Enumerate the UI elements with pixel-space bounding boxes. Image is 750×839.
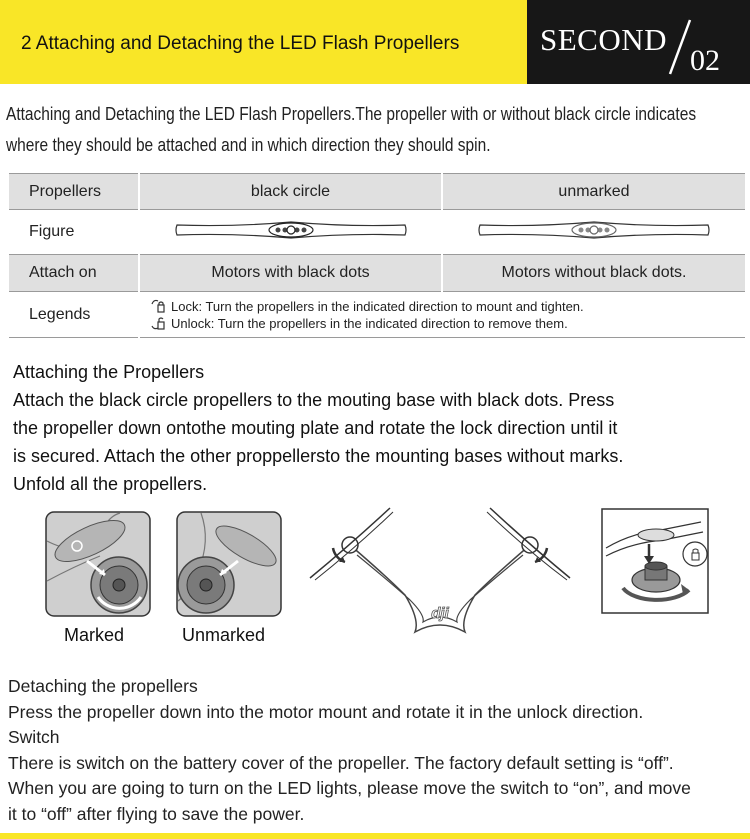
switch-line: it to “off” after flying to save the power. [8, 803, 305, 824]
attaching-line: Attach the black circle propellers to the mouting base with black dots. Press [13, 390, 615, 410]
table-row [9, 292, 745, 338]
table-header-unmarked: unmarked [442, 174, 745, 210]
detaching-heading: Detaching the propellers [8, 676, 198, 696]
lock-legend-text: Lock: Turn the propellers in the indicated direction to mount and tighten. [171, 298, 584, 314]
row-label-figure: Figure [9, 210, 139, 255]
propeller-unmarked-icon [476, 217, 712, 243]
section-number: 02 [690, 44, 720, 77]
intro-line: Attaching and Detaching the LED Flash Propellers.The propeller with or without black circle indicates [6, 104, 697, 124]
unmarked-caption: Unmarked [182, 625, 266, 645]
black-circle-propeller-figure [139, 210, 442, 255]
marked-caption: Marked [64, 625, 125, 645]
propeller-black-circle-icon [173, 217, 409, 243]
table-header-black-circle: black circle [139, 174, 442, 210]
detaching-line: Press the propeller down into the motor mount and rotate it in the unlock direction. [8, 701, 644, 722]
drone-logo: dji [431, 605, 449, 622]
switch-line: When you are going to turn on the LED lights, please move the switch to “on”, and move [8, 778, 691, 798]
propeller-detail-figure [601, 508, 709, 614]
switch-heading: Switch [8, 727, 60, 747]
marked-motor-figure [45, 511, 151, 617]
legend-unlock [150, 315, 745, 332]
attaching-line: is secured. Attach the other proppellersto the mounting bases without marks. [13, 446, 624, 466]
attach-unmarked-value: Motors without black dots. [442, 255, 745, 292]
attach-black-circle-value: Motors with black dots [139, 255, 442, 292]
unlock-legend-text: Unlock: Turn the propellers in the indicated direction to remove them. [171, 315, 568, 331]
attaching-line: the propeller down ontothe mouting plate and rotate the lock direction until it [13, 418, 618, 438]
section-word: SECOND [540, 22, 668, 57]
attaching-section [13, 358, 743, 498]
detaching-section [8, 674, 748, 827]
table-header-row [9, 174, 745, 210]
unmarked-motor-figure [176, 511, 282, 617]
table-row [9, 210, 745, 255]
figures-row [0, 500, 750, 660]
attaching-line: Unfold all the propellers. [13, 474, 208, 494]
intro-line: where they should be attached and in which direction they should spin. [6, 135, 491, 155]
row-label-legends: Legends [9, 292, 139, 338]
bottom-accent-bar [0, 833, 750, 839]
drone-top-view-figure [305, 500, 575, 640]
intro-paragraph [6, 99, 750, 161]
page-title: 2 Attaching and Detaching the LED Flash Propellers [21, 33, 460, 54]
lock-icon [150, 298, 166, 314]
unlock-icon [150, 315, 166, 331]
legend-lock [150, 298, 745, 315]
row-label-attach-on: Attach on [9, 255, 139, 292]
attaching-heading: Attaching the Propellers [13, 362, 205, 382]
switch-line: There is switch on the battery cover of the propeller. The factory default setting is “off”. [8, 752, 674, 773]
page-header [0, 0, 750, 84]
unmarked-propeller-figure [442, 210, 745, 255]
table-row [9, 255, 745, 292]
propeller-table [9, 173, 745, 338]
table-header-propellers: Propellers [9, 174, 139, 210]
legend-cell [139, 292, 745, 338]
